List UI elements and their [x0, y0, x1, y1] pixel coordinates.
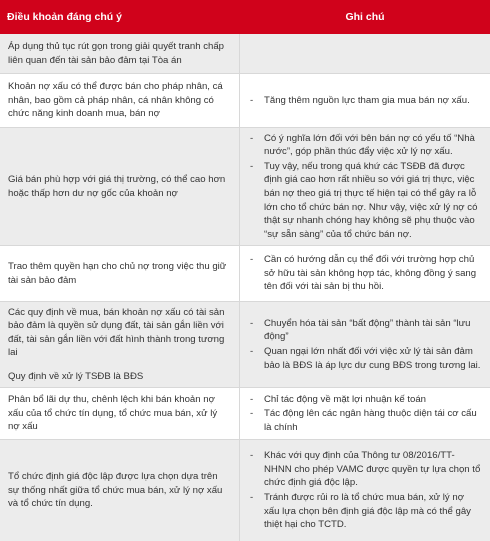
note-item: - Tăng thêm nguồn lực tham gia mua bán nợ xấu.	[250, 94, 470, 106]
provision-cell	[0, 388, 240, 439]
table-row	[0, 74, 490, 128]
provision-cell	[0, 440, 240, 541]
table-header	[0, 0, 490, 34]
note-item: - Khác với quy định của Thông tư 08/2016/TT-NHNN cho phép VAMC được quyền tự lựa chọn tổ chức định giá độc lập.	[250, 450, 481, 489]
header-notes: Ghi chú	[345, 11, 385, 23]
notes-cell	[240, 34, 490, 73]
table-row	[0, 246, 490, 302]
note-item: - Có ý nghĩa lớn đối với bên bán nợ có yếu tố “Nhà nước”, góp phần thúc đẩy việc xử lý nợ xấu.	[250, 132, 475, 158]
provision-text: Giá bán phù hợp với giá thị trường, có thể cao hơn hoặc thấp hơn dư nợ gốc của khoản nợ	[8, 173, 226, 199]
table-row	[0, 34, 490, 74]
provision-cell	[0, 128, 240, 245]
provision-cell	[0, 34, 240, 73]
note-item: - Chuyển hóa tài sản “bất động” thành tài sản “lưu động”	[250, 317, 471, 343]
note-item: - Quan ngại lớn nhất đối với việc xử lý tài sản đảm bảo là BĐS là áp lực dư cung BĐS trong tương lai.	[250, 346, 481, 371]
note-item: - Cần có hướng dẫn cụ thể đối với trường hợp chủ sở hữu tài sản không hợp tác, không đồng ý sang tên đối với tài sản bị thu hồi.	[250, 254, 477, 293]
note-item: - Tránh được rủi ro là tổ chức mua bán, xử lý nợ xấu lựa chọn bên định giá độc lập mà có thể gây thiệt hại cho TCTD.	[250, 492, 471, 531]
note-item: - Tuy vậy, nếu trong quá khứ các TSĐB đã được định giá cao hơn rất nhiều so với giá trị thực, việc bán nợ theo giá trị thực tế hiện tại có thể gây ra lỗ lớn cho tổ chức bán nợ. Như vậy, việc xử lý nợ có thật sự nhanh chóng hay không sẽ phụ thuộc vào “sự sẵn sàng” của tổ chức bán nợ.	[250, 160, 478, 240]
notes-cell	[240, 128, 490, 245]
notes-cell	[240, 246, 490, 301]
provision-text: Áp dụng thủ tục rút gọn trong giải quyết tranh chấp liên quan đến tài sản bảo đảm tại Tòa án	[8, 40, 225, 66]
header-provisions: Điều khoản đáng chú ý	[7, 11, 122, 23]
table-row	[0, 388, 490, 440]
provision-text: Tổ chức định giá độc lập được lựa chọn dựa trên sự thống nhất giữa tổ chức mua bán, xử lý nợ xấu và tổ chức tín dụng.	[8, 471, 223, 510]
provision-cell	[0, 246, 240, 301]
notes-cell	[240, 74, 490, 127]
notes-cell	[240, 302, 490, 387]
provision-text: Khoản nợ xấu có thể được bán cho pháp nhân, cá nhân, bao gồm cả pháp nhân, cá nhân không có chức năng kinh doanh mua, bán nợ	[8, 81, 223, 120]
provision-cell	[0, 74, 240, 127]
provision-cell	[0, 302, 240, 387]
table-row	[0, 440, 490, 541]
provision-text: Quy định về xử lý TSĐB là BĐS	[8, 370, 144, 382]
provision-text: Phân bổ lãi dự thu, chênh lệch khi bán khoản nợ xấu của tổ chức tín dụng, tổ chức mua bán, xử lý nợ xấu	[8, 394, 218, 433]
note-item: - Chỉ tác động về mặt lợi nhuận kế toán	[250, 393, 427, 405]
note-item: - Tác động lên các ngân hàng thuộc diện tái cơ cấu là chính	[250, 408, 477, 433]
table-row	[0, 128, 490, 246]
provision-text: Trao thêm quyền hạn cho chủ nợ trong việc thu giữ tài sản bảo đảm	[8, 260, 227, 286]
provision-text: Các quy định về mua, bán khoản nợ xấu có tài sản bảo đảm là quyền sử dụng đất, tài sản gắn liền với đất, tài sản gắn liền với đất hình thành trong tương lai	[8, 306, 225, 359]
notes-cell	[240, 388, 490, 439]
notes-cell	[240, 440, 490, 541]
table-row	[0, 302, 490, 388]
